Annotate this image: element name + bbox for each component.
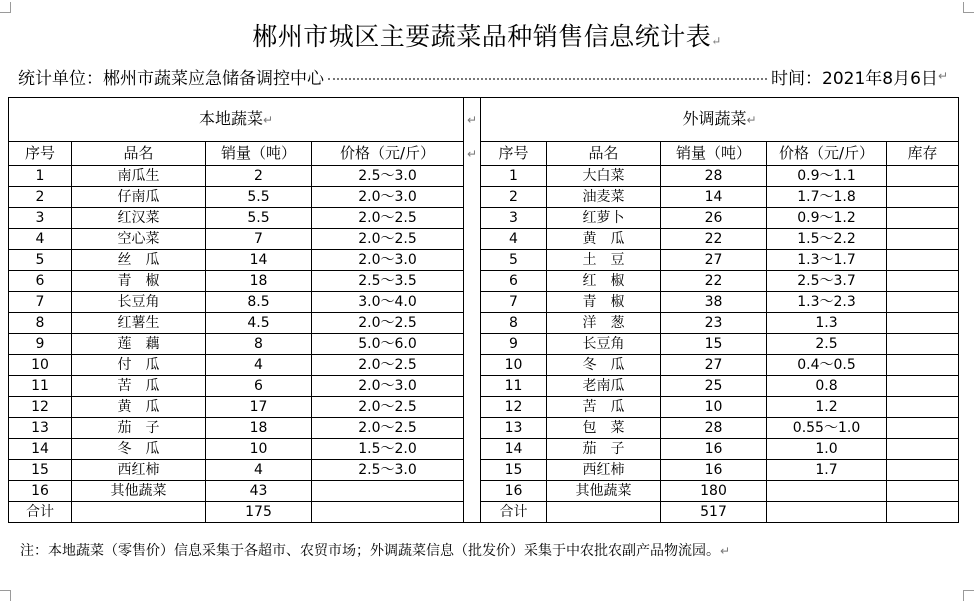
outside-cell <box>887 229 959 250</box>
gap-cell <box>464 271 481 292</box>
table-row <box>9 292 959 313</box>
outside-cell: 1.2 <box>767 397 887 418</box>
local-cell: 仔南瓜 <box>72 187 206 208</box>
outside-cell: 5 <box>481 250 547 271</box>
local-cell: 2.5～3.0 <box>312 460 464 481</box>
outside-cell <box>887 418 959 439</box>
column-header: 品名 <box>547 142 661 166</box>
local-cell: 莲 藕 <box>72 334 206 355</box>
local-cell: 红汉菜 <box>72 208 206 229</box>
outside-cell: 16 <box>661 460 767 481</box>
table-row <box>9 439 959 460</box>
column-header-row <box>9 142 959 166</box>
local-cell: 3.0～4.0 <box>312 292 464 313</box>
table-row <box>9 397 959 418</box>
outside-cell: 大白菜 <box>547 166 661 187</box>
outside-cell: 15 <box>661 334 767 355</box>
outside-cell: 1.3～1.7 <box>767 250 887 271</box>
outside-cell <box>767 481 887 502</box>
outside-cell: 1.3～2.3 <box>767 292 887 313</box>
outside-cell: 青 椒 <box>547 292 661 313</box>
local-cell: 4.5 <box>206 313 312 334</box>
statistics-unit: 统计单位：郴州市蔬菜应急储备调控中心 <box>18 68 324 89</box>
outside-cell: 土 豆 <box>547 250 661 271</box>
table-row <box>9 187 959 208</box>
outside-cell: 2 <box>481 187 547 208</box>
empty-cell <box>887 502 959 523</box>
table-row <box>9 355 959 376</box>
local-cell: 2.0～3.0 <box>312 250 464 271</box>
local-cell: 14 <box>9 439 72 460</box>
outside-cell: 10 <box>481 355 547 376</box>
outside-cell: 8 <box>481 313 547 334</box>
gap-cell <box>464 166 481 187</box>
outside-cell: 6 <box>481 271 547 292</box>
outside-cell: 0.4～0.5 <box>767 355 887 376</box>
local-cell: 南瓜生 <box>72 166 206 187</box>
total-value: 517 <box>661 502 767 523</box>
outside-cell: 0.9～1.1 <box>767 166 887 187</box>
outside-cell: 7 <box>481 292 547 313</box>
local-cell: 其他蔬菜 <box>72 481 206 502</box>
outside-cell: 16 <box>481 481 547 502</box>
local-cell: 2.0～3.0 <box>312 187 464 208</box>
document-title <box>0 17 974 53</box>
gap-cell <box>464 418 481 439</box>
gap-cell <box>464 229 481 250</box>
outside-cell: 1 <box>481 166 547 187</box>
outside-cell <box>887 271 959 292</box>
local-cell: 8.5 <box>206 292 312 313</box>
local-cell: 16 <box>9 481 72 502</box>
local-cell: 丝 瓜 <box>72 250 206 271</box>
outside-cell: 茄 子 <box>547 439 661 460</box>
local-cell: 青 椒 <box>72 271 206 292</box>
outside-cell <box>887 292 959 313</box>
outside-cell: 9 <box>481 334 547 355</box>
local-cell: 4 <box>206 460 312 481</box>
outside-cell: 23 <box>661 313 767 334</box>
outside-cell: 22 <box>661 229 767 250</box>
local-cell: 2.5～3.5 <box>312 271 464 292</box>
local-cell: 红薯生 <box>72 313 206 334</box>
outside-cell <box>887 166 959 187</box>
outside-cell: 老南瓜 <box>547 376 661 397</box>
gap-cell: ↵ <box>464 98 481 142</box>
local-cell: 10 <box>206 439 312 460</box>
table-row <box>9 229 959 250</box>
outside-cell: 1.7～1.8 <box>767 187 887 208</box>
outside-cell <box>887 250 959 271</box>
outside-cell: 4 <box>481 229 547 250</box>
outside-cell <box>887 313 959 334</box>
local-cell: 7 <box>9 292 72 313</box>
outside-cell <box>887 376 959 397</box>
report-date: 时间：2021年8月6日 <box>771 68 938 89</box>
total-label: 合计 <box>9 502 72 523</box>
outside-cell: 14 <box>661 187 767 208</box>
outside-cell: 12 <box>481 397 547 418</box>
local-cell: 18 <box>206 418 312 439</box>
outside-cell: 1.3 <box>767 313 887 334</box>
local-cell: 7 <box>206 229 312 250</box>
local-cell: 10 <box>9 355 72 376</box>
outside-cell: 27 <box>661 250 767 271</box>
local-cell: 2 <box>9 187 72 208</box>
gap-cell <box>464 208 481 229</box>
table-row <box>9 418 959 439</box>
outside-cell <box>887 397 959 418</box>
outside-cell: 2.5 <box>767 334 887 355</box>
local-cell: 2.0～2.5 <box>312 418 464 439</box>
empty-cell <box>767 502 887 523</box>
outside-cell <box>887 208 959 229</box>
gap-cell <box>464 250 481 271</box>
outside-cell: 38 <box>661 292 767 313</box>
document-title-text: 郴州市城区主要蔬菜品种销售信息统计表 <box>252 22 712 51</box>
local-cell: 付 瓜 <box>72 355 206 376</box>
local-cell: 长豆角 <box>72 292 206 313</box>
local-cell: 5.0～6.0 <box>312 334 464 355</box>
table-row <box>9 250 959 271</box>
leader-dots <box>328 78 767 80</box>
gap-cell <box>464 292 481 313</box>
local-section-title: 本地蔬菜↵ <box>9 98 464 142</box>
outside-cell: 0.8 <box>767 376 887 397</box>
outside-cell: 14 <box>481 439 547 460</box>
outside-cell: 26 <box>661 208 767 229</box>
local-cell: 黄 瓜 <box>72 397 206 418</box>
outside-cell: 红 椒 <box>547 271 661 292</box>
local-cell: 14 <box>206 250 312 271</box>
outside-cell: 油麦菜 <box>547 187 661 208</box>
paragraph-mark-icon: ↵ <box>711 34 722 48</box>
column-header: 价格（元/斤） <box>312 142 464 166</box>
outside-cell: 180 <box>661 481 767 502</box>
outside-cell: 黄 瓜 <box>547 229 661 250</box>
outside-cell <box>887 355 959 376</box>
gap-cell <box>464 313 481 334</box>
footnote <box>20 540 730 560</box>
page-corner-mark <box>963 590 974 601</box>
outside-cell: 25 <box>661 376 767 397</box>
local-cell: 茄 子 <box>72 418 206 439</box>
column-header: 销量（吨） <box>206 142 312 166</box>
table-row <box>9 460 959 481</box>
gap-cell <box>464 502 481 523</box>
empty-cell <box>547 502 661 523</box>
gap-cell <box>464 460 481 481</box>
table-row <box>9 481 959 502</box>
outside-cell <box>887 187 959 208</box>
local-cell: 5.5 <box>206 187 312 208</box>
page-corner-mark <box>0 2 11 13</box>
column-header: 价格（元/斤） <box>767 142 887 166</box>
empty-cell <box>312 502 464 523</box>
table-row <box>9 208 959 229</box>
outside-cell <box>887 334 959 355</box>
outside-cell <box>887 460 959 481</box>
outside-section-title: 外调蔬菜↵ <box>481 98 959 142</box>
local-cell: 2.5～3.0 <box>312 166 464 187</box>
local-cell: 2.0～2.5 <box>312 313 464 334</box>
outside-cell: 洋 葱 <box>547 313 661 334</box>
table-row <box>9 334 959 355</box>
local-cell: 2.0～2.5 <box>312 208 464 229</box>
outside-cell: 冬 瓜 <box>547 355 661 376</box>
empty-cell <box>72 502 206 523</box>
local-cell: 4 <box>206 355 312 376</box>
local-cell: 1 <box>9 166 72 187</box>
outside-cell: 13 <box>481 418 547 439</box>
local-cell <box>312 481 464 502</box>
outside-cell: 28 <box>661 166 767 187</box>
local-cell: 12 <box>9 397 72 418</box>
local-cell: 13 <box>9 418 72 439</box>
column-header: 库存 <box>887 142 959 166</box>
local-cell: 5.5 <box>206 208 312 229</box>
local-cell: 8 <box>9 313 72 334</box>
outside-cell: 28 <box>661 418 767 439</box>
gap-cell <box>464 334 481 355</box>
gap-cell <box>464 481 481 502</box>
local-cell: 空心菜 <box>72 229 206 250</box>
local-cell: 2.0～2.5 <box>312 397 464 418</box>
local-cell: 18 <box>206 271 312 292</box>
local-cell: 15 <box>9 460 72 481</box>
outside-cell: 长豆角 <box>547 334 661 355</box>
outside-cell: 3 <box>481 208 547 229</box>
table-row <box>9 376 959 397</box>
local-cell: 2.0～2.5 <box>312 229 464 250</box>
column-header: 序号 <box>481 142 547 166</box>
local-cell: 9 <box>9 334 72 355</box>
local-cell: 2.0～3.0 <box>312 376 464 397</box>
outside-cell: 1.5～2.2 <box>767 229 887 250</box>
table-row <box>9 166 959 187</box>
column-header: 销量（吨） <box>661 142 767 166</box>
section-header-row <box>9 98 959 142</box>
local-cell: 6 <box>9 271 72 292</box>
outside-cell: 1.0 <box>767 439 887 460</box>
outside-cell: 包 菜 <box>547 418 661 439</box>
local-cell: 3 <box>9 208 72 229</box>
outside-cell: 2.5～3.7 <box>767 271 887 292</box>
outside-cell: 0.9～1.2 <box>767 208 887 229</box>
local-cell: 西红柿 <box>72 460 206 481</box>
local-cell: 5 <box>9 250 72 271</box>
page-corner-mark <box>0 590 11 601</box>
outside-cell: 15 <box>481 460 547 481</box>
outside-cell: 16 <box>661 439 767 460</box>
total-label: 合计 <box>481 502 547 523</box>
table-row <box>9 313 959 334</box>
outside-cell: 红萝卜 <box>547 208 661 229</box>
local-cell: 4 <box>9 229 72 250</box>
outside-cell <box>887 481 959 502</box>
gap-cell <box>464 439 481 460</box>
local-cell: 苦 瓜 <box>72 376 206 397</box>
outside-cell: 其他蔬菜 <box>547 481 661 502</box>
local-cell: 冬 瓜 <box>72 439 206 460</box>
vegetable-sales-table <box>8 97 959 523</box>
outside-cell: 0.55～1.0 <box>767 418 887 439</box>
total-row <box>9 502 959 523</box>
local-cell: 2 <box>206 166 312 187</box>
local-cell: 2.0～2.5 <box>312 355 464 376</box>
outside-cell: 27 <box>661 355 767 376</box>
total-value: 175 <box>206 502 312 523</box>
column-header: 品名 <box>72 142 206 166</box>
table-row <box>9 271 959 292</box>
outside-cell: 1.7 <box>767 460 887 481</box>
local-cell: 8 <box>206 334 312 355</box>
outside-cell: 11 <box>481 376 547 397</box>
local-cell: 43 <box>206 481 312 502</box>
paragraph-mark-icon: ↵ <box>937 69 948 83</box>
info-line <box>18 64 948 88</box>
gap-cell <box>464 187 481 208</box>
local-cell: 11 <box>9 376 72 397</box>
local-cell: 6 <box>206 376 312 397</box>
footnote-text: 注：本地蔬菜（零售价）信息采集于各超市、农贸市场；外调蔬菜信息（批发价）采集于中农批农副产品物流园。 <box>20 543 720 559</box>
gap-cell: ↵ <box>464 142 481 166</box>
column-header: 序号 <box>9 142 72 166</box>
outside-cell: 苦 瓜 <box>547 397 661 418</box>
gap-cell <box>464 355 481 376</box>
local-cell: 1.5～2.0 <box>312 439 464 460</box>
page-corner-mark <box>963 2 974 13</box>
outside-cell <box>887 439 959 460</box>
gap-cell <box>464 397 481 418</box>
paragraph-mark-icon: ↵ <box>720 544 731 558</box>
gap-cell <box>464 376 481 397</box>
outside-cell: 西红柿 <box>547 460 661 481</box>
outside-cell: 22 <box>661 271 767 292</box>
local-cell: 17 <box>206 397 312 418</box>
outside-cell: 10 <box>661 397 767 418</box>
